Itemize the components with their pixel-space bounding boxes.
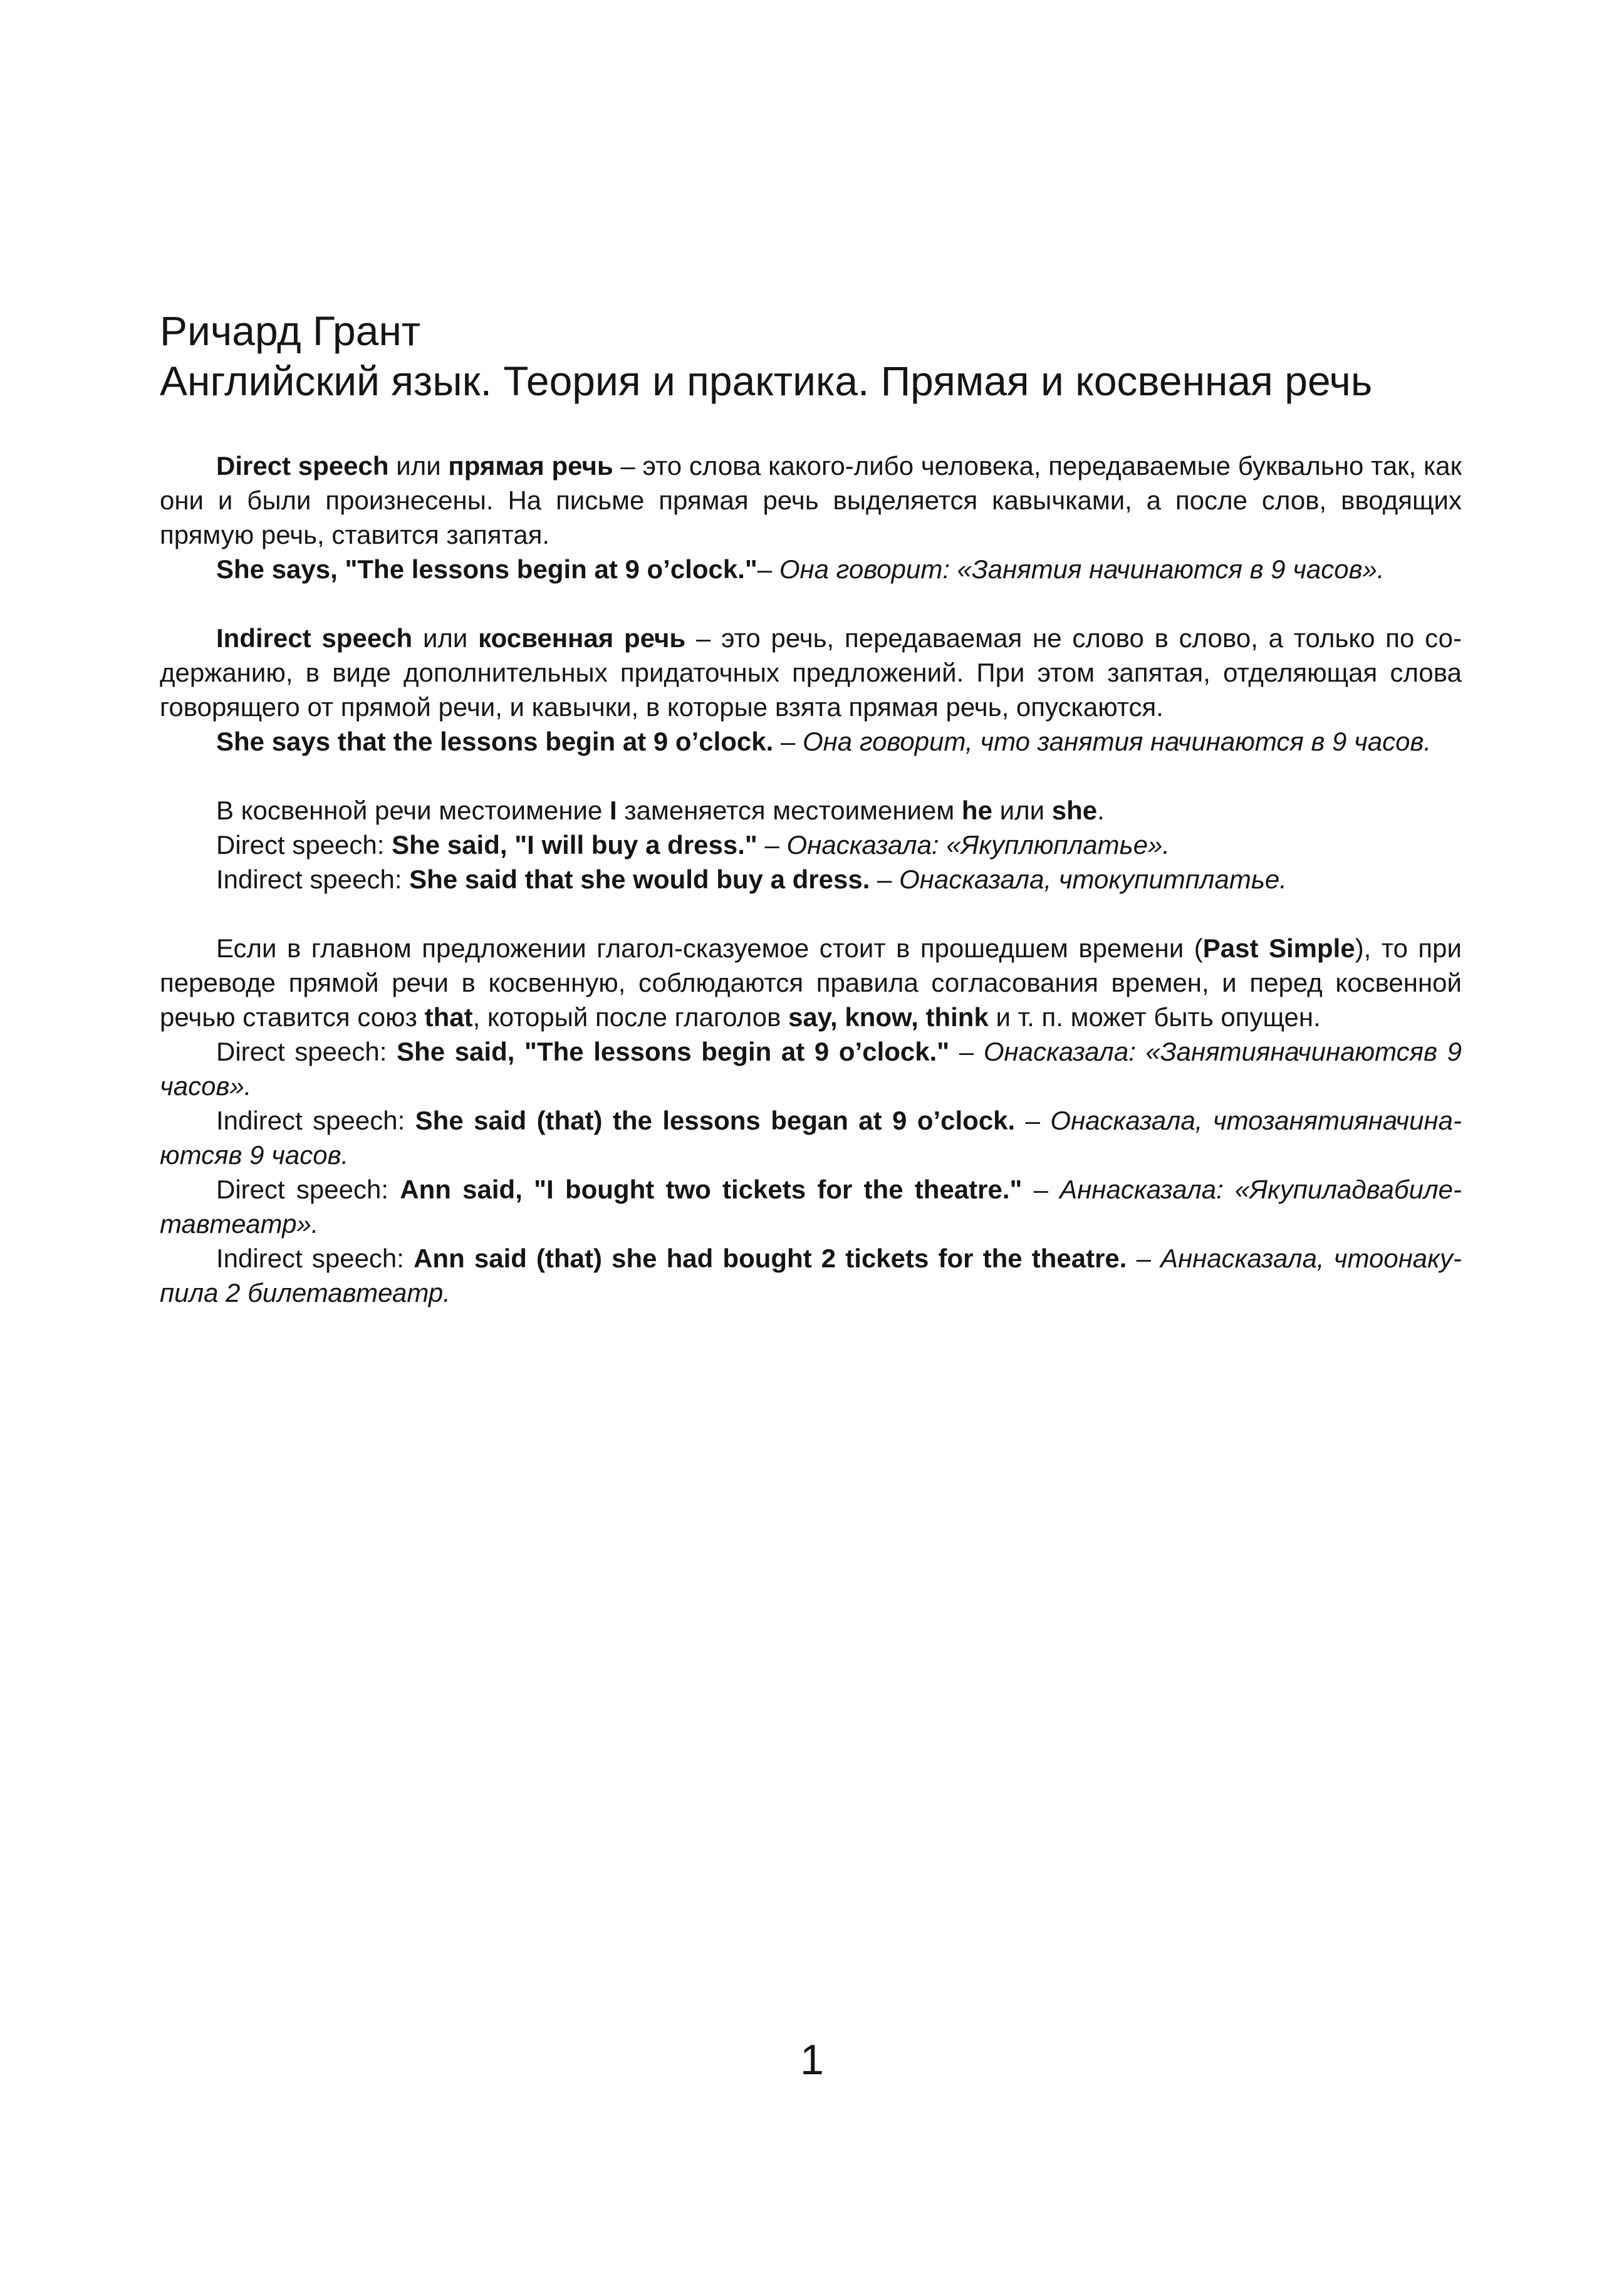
text-segment: – bbox=[1127, 1244, 1161, 1273]
text-segment: Аннасказала: «Якупиладвабилетавтеатр». bbox=[160, 1175, 1462, 1239]
paragraph bbox=[160, 552, 1462, 586]
text-segment: Direct speech: bbox=[216, 1175, 400, 1204]
text-segment: Direct speech: bbox=[216, 830, 392, 860]
text-segment: – bbox=[1015, 1106, 1051, 1135]
text-segment: заменяется местоимением bbox=[617, 796, 962, 825]
text-segment: – bbox=[949, 1037, 984, 1066]
text-segment: She said, "I will buy a dress." bbox=[392, 830, 757, 860]
paragraph bbox=[160, 724, 1462, 759]
text-segment: that bbox=[424, 1002, 473, 1032]
paragraph bbox=[160, 828, 1462, 862]
text-segment: , который после глаголов bbox=[472, 1002, 789, 1032]
text-segment: прямая речь bbox=[448, 451, 613, 480]
text-segment: – это слова какого-либо человека, передаваемые буквально так, как они и были произнесены. На письме прямая речь выделяется кавычками, а после слов, вводящих прямую речь, ставится запятая. bbox=[160, 451, 1462, 549]
text-segment: he bbox=[961, 796, 992, 825]
title-block bbox=[160, 306, 1462, 406]
text-segment: she bbox=[1051, 796, 1098, 825]
text-segment: – это речь, передаваемая не слово в слово, а только по содержанию, в виде дополнительных придаточных предложений. При этом запятая, отделяющая слова говорящего от прямой речи, и кавычки, в которые взята прямая речь, опускаются. bbox=[160, 623, 1462, 722]
paragraph bbox=[160, 449, 1462, 552]
text-segment: Indirect speech: bbox=[216, 865, 410, 894]
text-segment: She says that the lessons begin at 9 o’clock. bbox=[216, 727, 774, 756]
author-line: Ричард Грант bbox=[160, 308, 421, 354]
text-segment: или bbox=[412, 623, 479, 653]
text-segment: She said that she would buy a dress. bbox=[409, 865, 870, 894]
text-segment: – bbox=[757, 554, 779, 584]
text-segment: – bbox=[1022, 1175, 1060, 1204]
text-segment: Онасказала: «Занятияначинаютсяв 9 часов». bbox=[160, 1037, 1462, 1101]
text-segment: Indirect speech: bbox=[216, 1244, 414, 1273]
text-segment: – bbox=[870, 865, 900, 894]
text-segment: Indirect speech bbox=[216, 623, 413, 653]
paragraph bbox=[160, 1034, 1462, 1103]
paragraph bbox=[160, 793, 1462, 828]
page-content bbox=[160, 306, 1462, 1310]
book-title-line: Английский язык. Теория и практика. Прямая и косвенная речь bbox=[160, 358, 1373, 404]
text-segment: She says, "The lessons begin at 9 o’clock." bbox=[216, 554, 757, 584]
text-segment: косвенная речь bbox=[478, 623, 686, 653]
text-segment: В косвенной речи местоимение bbox=[216, 796, 610, 825]
paragraph bbox=[160, 1172, 1462, 1241]
page-number: 1 bbox=[800, 2036, 824, 2084]
paragraph bbox=[160, 621, 1462, 724]
text-segment: Онасказала: «Якуплюплатье». bbox=[786, 830, 1170, 860]
text-segment: Онасказала, чтозанятияначинаютсяв 9 часов. bbox=[160, 1106, 1462, 1170]
text-segment: Онасказала, чтокупитплатье. bbox=[899, 865, 1287, 894]
text-segment: и т. п. может быть опущен. bbox=[988, 1002, 1321, 1032]
text-segment: Indirect speech: bbox=[216, 1106, 415, 1135]
text-segment: I bbox=[610, 796, 617, 825]
text-segment: Она говорит: «Занятия начинаются в 9 часов». bbox=[779, 554, 1385, 584]
paragraph bbox=[160, 1103, 1462, 1172]
text-segment: . bbox=[1097, 796, 1105, 825]
text-segment: Direct speech bbox=[216, 451, 389, 480]
text-segment: Ann said, "I bought two tickets for the theatre." bbox=[400, 1175, 1023, 1204]
text-segment: Direct speech: bbox=[216, 1037, 397, 1066]
text-segment: Past Simple bbox=[1202, 933, 1355, 963]
text-segment: Ann said (that) she had bought 2 tickets for the theatre. bbox=[414, 1244, 1127, 1273]
paragraph bbox=[160, 931, 1462, 1034]
paragraph bbox=[160, 862, 1462, 896]
text-segment: Если в главном предложении глагол-сказуемое стоит в прошедшем времени ( bbox=[216, 933, 1203, 963]
text-segment: Аннасказала, чтоонакупила 2 билетавтеатр. bbox=[160, 1244, 1462, 1307]
text-segment: или bbox=[992, 796, 1052, 825]
text-segment: – bbox=[773, 727, 803, 756]
text-segment: – bbox=[757, 830, 787, 860]
text-segment: She said (that) the lessons began at 9 o’clock. bbox=[415, 1106, 1016, 1135]
paragraphs bbox=[160, 449, 1462, 1310]
text-segment: ), то при переводе прямой речи в косвенную, соблюдаются правила согласования времен, и перед косвенной речью ставится союз bbox=[160, 933, 1462, 1032]
text-segment: say, know, think bbox=[788, 1002, 989, 1032]
text-segment: или bbox=[388, 451, 449, 480]
paragraph bbox=[160, 1241, 1462, 1310]
text-segment: Она говорит, что занятия начинаются в 9 часов. bbox=[803, 727, 1432, 756]
text-segment: She said, "The lessons begin at 9 o’clock." bbox=[397, 1037, 950, 1066]
